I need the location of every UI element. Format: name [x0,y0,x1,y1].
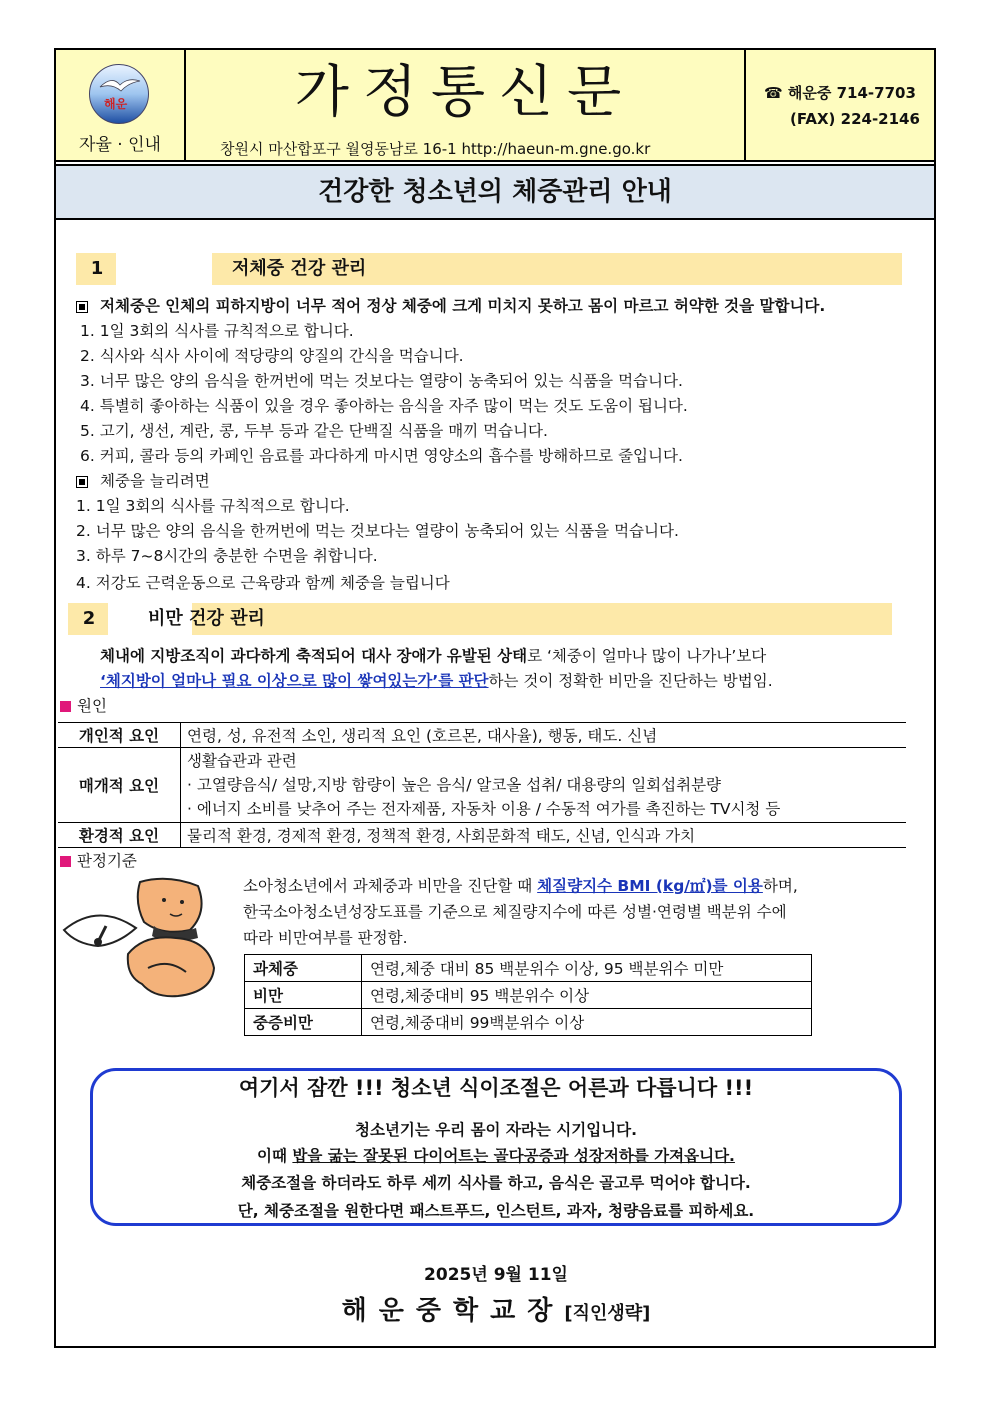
list-item: 4. 특별히 좋아하는 식품이 있을 경우 좋아하는 음식을 자주 많이 먹는 것도 도움이 됩니다. [80,397,688,415]
list-item: 4. 저강도 근력운동으로 근육량과 함께 체중을 늘립니다 [76,574,450,592]
table-row [58,823,906,848]
section2-heading [68,603,892,635]
table-row [58,748,906,823]
table-row [245,982,812,1009]
list-item: 3. 너무 많은 양의 음식을 한꺼번에 먹는 것보다는 열량이 농축되어 있는 식품을 먹습니다. [80,372,683,390]
square-bullet-icon [76,476,88,488]
criteria-paragraph-3: 따라 비만여부를 판정함. [243,929,408,947]
list-item: 2. 너무 많은 양의 음식을 한꺼번에 먹는 것보다는 열량이 농축되어 있는 식품을 먹습니다. [76,522,679,540]
pink-bullet-icon [60,856,71,867]
list-item: 3. 하루 7~8시간의 충분한 수면을 취합니다. [76,547,378,565]
callout-line-1: 청소년기는 우리 몸이 자라는 시기입니다. [354,1121,637,1139]
section1-intro: 저체중은 인체의 피하지방이 너무 적어 정상 체중에 크게 미치지 못하고 몸이 마르고 허약한 것을 말합니다. [76,294,825,316]
table-cell: 생활습관과 관련 · 고열량음식/ 설망,지방 함량이 높은 음식/ 알코올 섭취/ 대용량의 일회섭취분량 · 에너지 소비를 낮추어 주는 전자제품, 자동차 이용 / 수동적 여가를 촉진하는 TV시청 등 [181,748,907,823]
criteria-label: 판정기준 [60,849,137,871]
table-row [245,1009,812,1036]
criteria-paragraph-1: 소아청소년에서 과체중과 비만을 진단할 때 체질량지수 BMI (kg/㎡)를 이용하며, [243,877,798,895]
table-cell: 연령,체중대비 99백분위수 이상 [362,1009,812,1036]
list-item: 1. 1일 3회의 식사를 규칙적으로 합니다. [76,497,350,515]
table-cell: 연령,체중 대비 85 백분위수 이상, 95 백분위수 미만 [362,955,812,982]
table-header: 개인적 요인 [58,723,181,748]
section2-title: 비만 건강 관리 [148,608,265,629]
letter-header [54,48,936,162]
section1-number: 1 [90,258,104,279]
signature-line [0,1290,992,1327]
table-header: 매개적 요인 [58,748,181,823]
sub-heading: 체중을 늘리려면 [76,469,210,491]
contact-cell [746,50,934,160]
square-bullet-icon [76,301,88,313]
section1-title: 저체중 건강 관리 [232,258,367,279]
obesity-definition-2: ‘체지방이 얼마나 필요 이상으로 많이 쌓여있는가’를 판단하는 것이 정확한 비만을 진단하는 방법임. [100,672,773,690]
table-row [58,723,906,748]
logo-text: 해운 [104,97,128,111]
callout-line-3: 체중조절을 하더라도 하루 세끼 식사를 하고, 음식은 골고루 먹어야 합니다. [241,1174,751,1192]
issue-date: 2025년 9월 11일 [424,1265,568,1285]
obesity-definition: 체내에 지방조직이 과다하게 축적되어 대사 장애가 유발된 상태로 ‘체중이 얼마나 많이 나가나’보다 [100,647,767,665]
fax-number: (FAX) 224-2146 [790,110,920,128]
table-cell: 물리적 환경, 경제적 환경, 정책적 환경, 사회문화적 태도, 신념, 인식과 가치 [181,823,907,848]
section1-heading [76,253,902,285]
criteria-paragraph-2: 한국소아청소년성장도표를 기준으로 체질량지수에 따른 성별·연령별 백분위 수에 [243,903,787,921]
callout-line-2: 이때 밥을 굶는 잘못된 다이어트는 골다공증과 성장저하를 가져옵니다. [257,1147,735,1165]
list-item: 5. 고기, 생선, 계란, 콩, 두부 등과 같은 단백질 식품을 매끼 먹습니다. [80,422,548,440]
school-logo-cell [56,50,186,160]
callout-title: 여기서 잠깐 !!! 청소년 식이조절은 어른과 다릅니다 !!! [238,1076,754,1100]
header-title-cell [186,50,746,160]
phone-number: ☎ 해운중 714-7703 [764,84,916,102]
table-header: 비만 [245,982,362,1009]
table-cell: 연령, 성, 유전적 소인, 생리적 요인 (호르몬, 대사율), 행동, 태도. 신념 [181,723,907,748]
cause-label: 원인 [60,694,107,716]
scale-person-illustration [58,872,238,1000]
list-item: 2. 식사와 식사 사이에 적당량의 양질의 간식을 먹습니다. [80,347,464,365]
document-title: 건강한 청소년의 체중관리 안내 [54,164,936,220]
signer: 해운중학교장 [341,1296,565,1326]
cause-table [58,722,906,848]
seagull-icon [90,65,148,123]
callout-line-4: 단, 체중조절을 원한다면 패스트푸드, 인스턴트, 과자, 청량음료를 피하세요. [237,1202,755,1220]
table-header: 중증비만 [245,1009,362,1036]
list-item: 6. 커피, 콜라 등의 카페인 음료를 과다하게 마시면 영양소의 흡수를 방해하므로 줄입니다. [80,447,683,465]
table-cell: 연령,체중대비 95 백분위수 이상 [362,982,812,1009]
table-header: 환경적 요인 [58,823,181,848]
section2-number: 2 [82,608,96,629]
pink-bullet-icon [60,701,71,712]
criteria-table [244,954,812,1036]
seal-note: [직인생략] [564,1303,651,1324]
school-motto: 자율 · 인내 [79,135,161,155]
table-row [245,955,812,982]
table-header: 과체중 [245,955,362,982]
school-logo [89,64,149,124]
list-item: 1. 1일 3회의 식사를 규칙적으로 합니다. [80,322,354,340]
school-address: 창원시 마산합포구 월영동남로 16-1 http://haeun-m.gne.go.kr [220,138,650,161]
newsletter-title: 가정통신문 [294,60,636,125]
